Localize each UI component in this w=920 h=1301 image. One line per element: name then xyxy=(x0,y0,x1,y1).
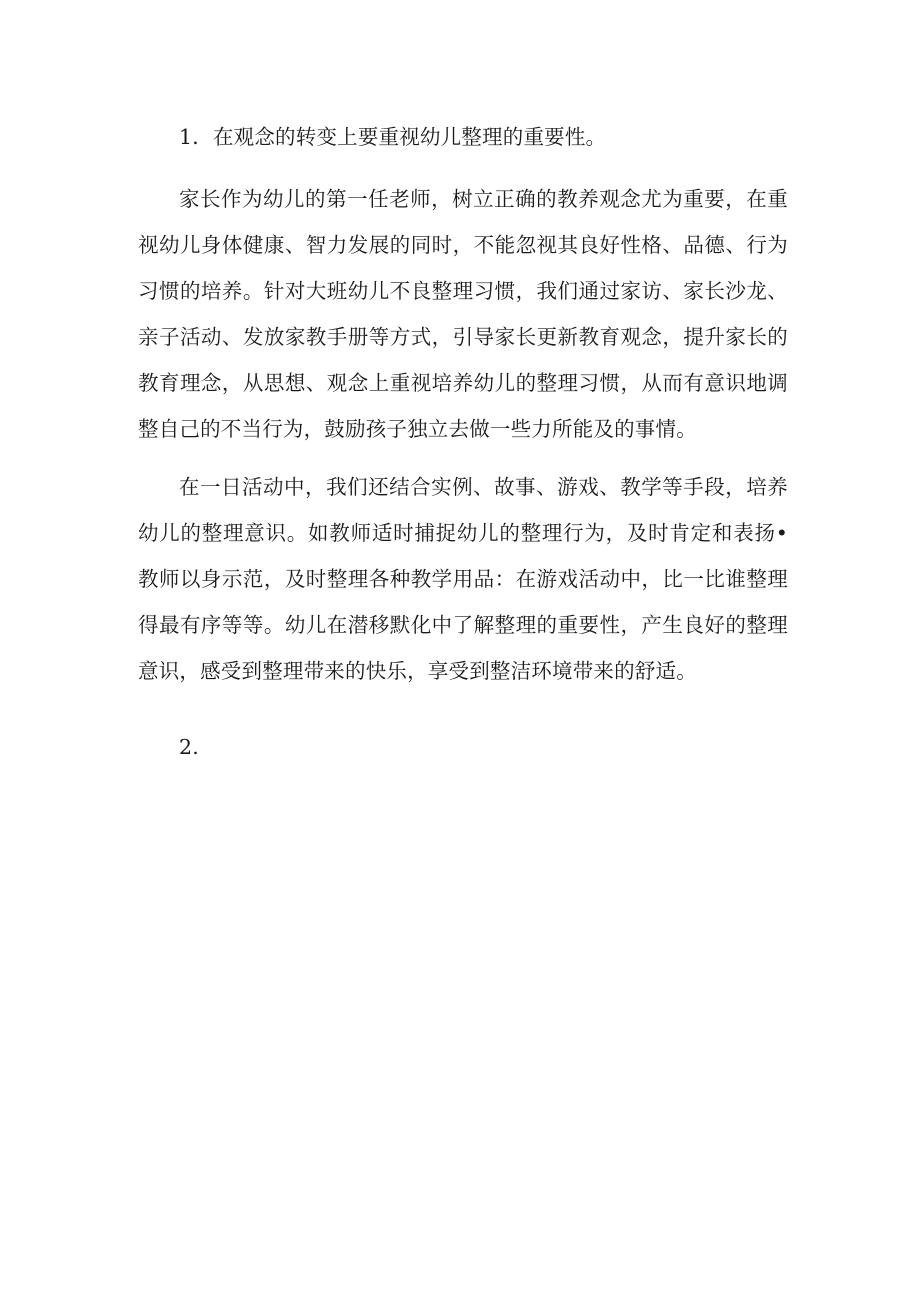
section-heading-1: 1．在观念的转变上要重视幼儿整理的重要性。 xyxy=(179,125,607,149)
document-body xyxy=(138,114,788,770)
paragraph-parent-role: 家长作为幼儿的第一任老师，树立正确的教养观念尤为重要，在重视幼儿身体健康、智力发展的同时，不能忽视其良好性格、品德、行为习惯的培养。针对大班幼儿不良整理习惯，我们通过家访、家长沙龙、亲子活动、发放家教手册等方式，引导家长更新教育观念，提升家长的教育理念，从思想、观念上重视培养幼儿的整理习惯，从而有意识地调整自己的不当行为，鼓励孩子独立去做一些力所能及的事情。 xyxy=(138,187,788,441)
section-heading-2: 2. xyxy=(179,735,199,759)
paragraph-daily-activities: 在一日活动中，我们还结合实例、故事、游戏、教学等手段，培养幼儿的整理意识。如教师适时捕捉幼儿的整理行为，及时肯定和表扬•教师以身示范，及时整理各种教学用品：在游戏活动中，比一比谁整理得最有序等等。幼儿在潜移默化中了解整理的重要性，产生良好的整理意识，感受到整理带来的快乐，享受到整洁环境带来的舒适。 xyxy=(138,475,788,683)
